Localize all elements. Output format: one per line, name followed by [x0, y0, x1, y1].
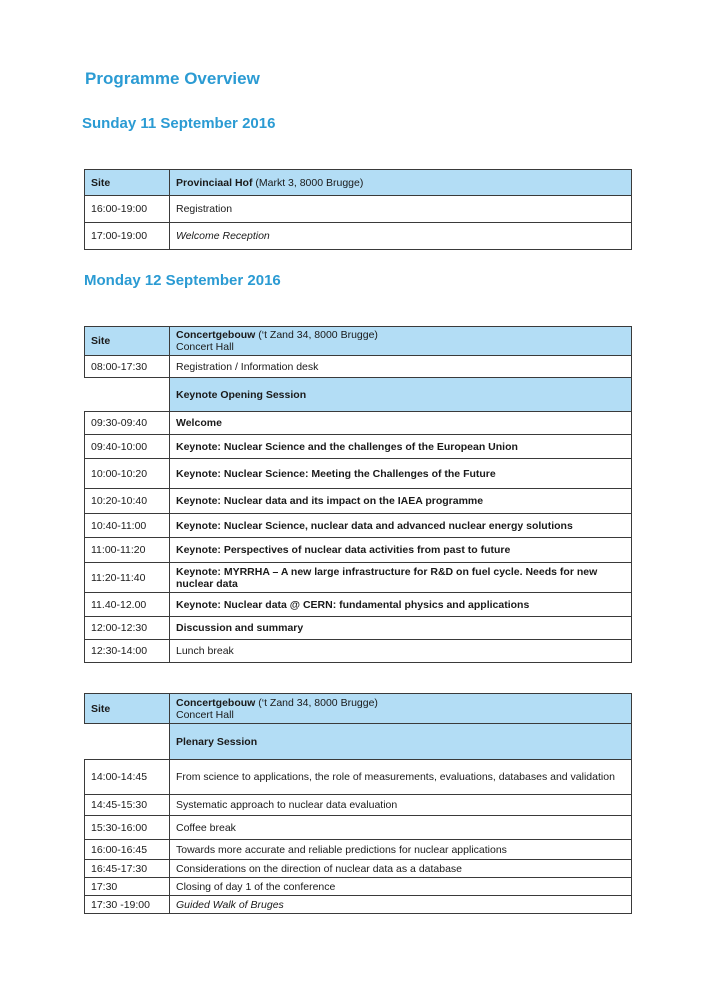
site-header-row: [85, 327, 632, 356]
schedule-table-monday-afternoon: [84, 693, 632, 914]
time-cell: 16:00-16:45: [85, 840, 170, 860]
time-cell: 12:00-12:30: [85, 617, 170, 640]
page-title: Programme Overview: [85, 69, 260, 88]
time-cell: [85, 724, 170, 760]
event-cell: Lunch break: [170, 640, 632, 663]
time-cell: 09:30-09:40: [85, 412, 170, 435]
site-address: (Markt 3, 8000 Brugge): [252, 176, 364, 189]
event-cell: Keynote: Nuclear Science: Meeting the Challenges of the Future: [170, 459, 632, 489]
session-title: Plenary Session: [170, 724, 632, 760]
time-cell: 10:00-10:20: [85, 459, 170, 489]
table-row: [85, 563, 632, 593]
table-row: [85, 593, 632, 617]
table-row: [85, 412, 632, 435]
table-row: [85, 795, 632, 816]
event-cell: Keynote: MYRRHA – A new large infrastructure for R&D on fuel cycle. Needs for new nuclear data: [170, 563, 632, 593]
event-cell: Coffee break: [170, 816, 632, 840]
site-name: Concertgebouw: [176, 329, 256, 341]
time-cell: [85, 378, 170, 412]
event-cell: Keynote: Nuclear Science and the challenges of the European Union: [170, 435, 632, 459]
table-row: [85, 356, 632, 378]
table-row: [85, 860, 632, 878]
event-cell: Considerations on the direction of nuclear data as a database: [170, 860, 632, 878]
event-cell: Welcome: [170, 412, 632, 435]
time-cell: 14:45-15:30: [85, 795, 170, 816]
event-cell: Keynote: Perspectives of nuclear data activities from past to future: [170, 538, 632, 563]
event-cell: Registration: [170, 196, 632, 223]
event-cell: Systematic approach to nuclear data evaluation: [170, 795, 632, 816]
time-cell: 16:45-17:30: [85, 860, 170, 878]
event-cell: Closing of day 1 of the conference: [170, 878, 632, 896]
time-cell: 11:20-11:40: [85, 563, 170, 593]
event-cell: Guided Walk of Bruges: [170, 896, 632, 914]
event-cell: Keynote: Nuclear data and its impact on the IAEA programme: [170, 489, 632, 514]
event-cell: Discussion and summary: [170, 617, 632, 640]
time-cell: 10:40-11:00: [85, 514, 170, 538]
time-cell: 17:30: [85, 878, 170, 896]
schedule-table-monday-morning: [84, 326, 632, 663]
table-row: [85, 840, 632, 860]
table-row: [85, 640, 632, 663]
table-row: [85, 223, 632, 250]
site-address: (‘t Zand 34, 8000 Brugge): [255, 696, 378, 709]
event-cell: From science to applications, the role of measurements, evaluations, databases and validation: [170, 760, 632, 795]
site-address: (‘t Zand 34, 8000 Brugge): [255, 329, 378, 341]
table-row: [85, 538, 632, 563]
table-row: [85, 878, 632, 896]
site-name: Provinciaal Hof: [176, 176, 253, 189]
site-label: Site: [85, 694, 170, 724]
event-cell: Towards more accurate and reliable predictions for nuclear applications: [170, 840, 632, 860]
table-row: [85, 514, 632, 538]
event-cell: Keynote: Nuclear Science, nuclear data and advanced nuclear energy solutions: [170, 514, 632, 538]
site-label: Site: [85, 170, 170, 196]
site-hall: Concert Hall: [176, 341, 234, 353]
event-cell: Registration / Information desk: [170, 356, 632, 378]
site-cell: [170, 170, 632, 196]
session-header-row: [85, 378, 632, 412]
time-cell: 15:30-16:00: [85, 816, 170, 840]
time-cell: 17:30 -19:00: [85, 896, 170, 914]
table-row: [85, 196, 632, 223]
table-row: [85, 617, 632, 640]
table-row: [85, 816, 632, 840]
time-cell: 17:00-19:00: [85, 223, 170, 250]
site-header-row: [85, 170, 632, 196]
time-cell: 12:30-14:00: [85, 640, 170, 663]
schedule-table-sunday: [84, 169, 632, 250]
table-row: [85, 896, 632, 914]
site-name: Concertgebouw: [176, 696, 256, 709]
site-cell: [170, 694, 632, 724]
time-cell: 11.40-12.00: [85, 593, 170, 617]
time-cell: 16:00-19:00: [85, 196, 170, 223]
site-header-row: [85, 694, 632, 724]
session-header-row: [85, 724, 632, 760]
time-cell: 14:00-14:45: [85, 760, 170, 795]
table-row: [85, 459, 632, 489]
table-row: [85, 489, 632, 514]
time-cell: 11:00-11:20: [85, 538, 170, 563]
event-cell: Keynote: Nuclear data @ CERN: fundamental physics and applications: [170, 593, 632, 617]
day-heading-sunday: Sunday 11 September 2016: [82, 115, 276, 132]
event-cell: Welcome Reception: [170, 223, 632, 250]
time-cell: 10:20-10:40: [85, 489, 170, 514]
time-cell: 08:00-17:30: [85, 356, 170, 378]
table-row: [85, 760, 632, 795]
site-hall: Concert Hall: [176, 708, 234, 721]
site-cell: [170, 327, 632, 356]
time-cell: 09:40-10:00: [85, 435, 170, 459]
table-row: [85, 435, 632, 459]
day-heading-monday: Monday 12 September 2016: [84, 272, 281, 289]
site-label: Site: [85, 327, 170, 356]
session-title: Keynote Opening Session: [170, 378, 632, 412]
